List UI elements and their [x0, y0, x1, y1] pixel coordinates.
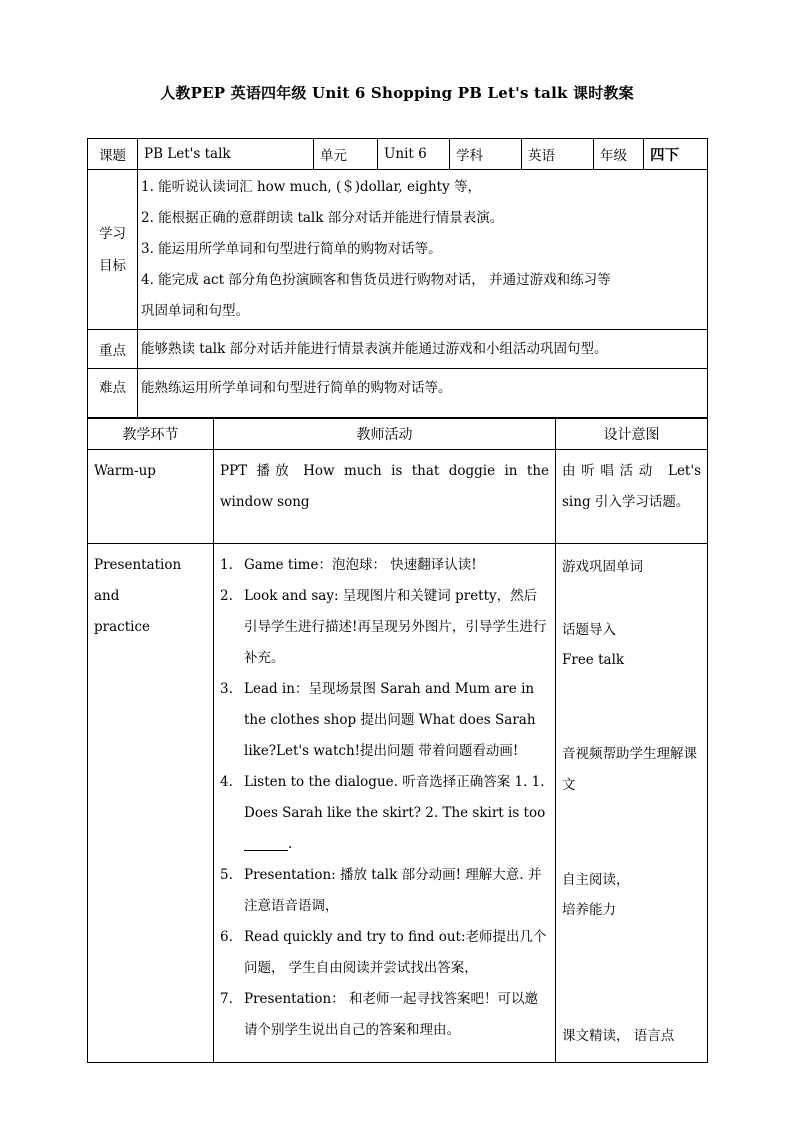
- lesson-label: 课题: [88, 139, 138, 170]
- presentation-intent-cell: [556, 544, 708, 1063]
- intent-text: 课文精读， 语言点: [562, 1028, 675, 1044]
- activity-steps-list: [220, 550, 549, 1046]
- activity-step: 4. Listen to the dialogue. 听音选择正确答案 1. 1. Does Sarah like the skirt? 2. The skirt is too .: [220, 774, 546, 852]
- warmup-stage-cell: [88, 450, 214, 544]
- teaching-process-table: [87, 418, 708, 1063]
- key-points-text: 能够熟读 talk 部分对话并能进行情景表演并能通过游戏和小组活动巩固句型。: [141, 341, 608, 357]
- objectives-content: [138, 170, 708, 330]
- objective-line: 3. 能运用所学单词和句型进行简单的购物对话等。: [141, 241, 442, 257]
- objectives-label: [88, 170, 138, 330]
- intent-text: 话题导入: [562, 622, 616, 638]
- activity-step: 2. Look and say: 呈现图片和关键词 pretty，然后引导学生进行描述!再呈现另外图片，引导学生进行补充。: [220, 588, 547, 666]
- unit-label: 单元: [314, 139, 378, 170]
- lesson-info-table: [87, 138, 708, 418]
- presentation-stage-line: practice: [94, 619, 150, 635]
- objective-line: 巩固单词和句型。: [141, 303, 249, 319]
- warmup-row: [88, 450, 708, 544]
- intent-text: Free talk: [562, 652, 625, 668]
- intent-text: 培养能力: [562, 902, 616, 918]
- intent-text: 自主阅读，: [562, 872, 630, 888]
- objectives-row: [88, 170, 708, 330]
- answer-blank: [244, 838, 288, 851]
- key-points-label: 重点: [88, 330, 138, 369]
- activity-step: 1. Game time：泡泡球： 快速翻译认读!: [220, 557, 477, 573]
- presentation-row: [88, 544, 708, 1063]
- header-design-intent: 设计意图: [556, 419, 708, 450]
- activity-step: 7. Presentation： 和老师一起寻找答案吧！可以邀请个别学生说出自己的答案和理由。: [220, 991, 538, 1038]
- warmup-activity-line: PPT 播放 How much is that doggie in the: [220, 463, 549, 479]
- difficulty-label: [88, 369, 138, 418]
- difficulty-value: [138, 369, 708, 418]
- unit-value: Unit 6: [378, 139, 450, 170]
- objectives-label-line-1: 学习: [99, 225, 126, 242]
- objective-line: 1. 能听说认读词汇 how much, (＄)dollar, eighty 等，: [141, 179, 481, 195]
- key-points-row: [88, 330, 708, 369]
- header-teacher-activity: 教师活动: [214, 419, 556, 450]
- activity-step: 5. Presentation: 播放 talk 部分动画! 理解大意. 并注意语音语调，: [220, 867, 542, 914]
- process-header-row: [88, 419, 708, 450]
- presentation-stage-line: Presentation and: [94, 557, 182, 604]
- difficulty-row: [88, 369, 708, 418]
- grade-label: 年级: [594, 139, 644, 170]
- subject-label: 学科: [450, 139, 522, 170]
- difficulty-label-text: 难点: [99, 380, 126, 396]
- warmup-intent-line: sing 引入学习话题。: [562, 494, 690, 510]
- intent-text: 音视频帮助学生理解课文: [562, 746, 697, 793]
- info-row: [88, 139, 708, 170]
- header-stage: 教学环节: [88, 419, 214, 450]
- warmup-intent-line: 由听唱活动 Let's: [562, 463, 701, 479]
- page-title: 人教PEP 英语四年级 Unit 6 Shopping PB Let's talk 课时教案: [160, 84, 634, 102]
- objectives-label-line-2: 目标: [99, 257, 126, 274]
- key-points-value: [138, 330, 708, 369]
- subject-value: 英语: [522, 139, 594, 170]
- activity-step: 6. Read quickly and try to find out:老师提出几个问题， 学生自由阅读并尝试找出答案，: [220, 929, 547, 976]
- activity-step: 3. Lead in：呈现场景图 Sarah and Mum are in the clothes shop 提出问题 What does Sarah like?Let's watch!提出问题 带着问题看动画!: [220, 681, 536, 759]
- objective-line: 2. 能根据正确的意群朗读 talk 部分对话并能进行情景表演。: [141, 210, 504, 226]
- presentation-activity-cell: [214, 544, 556, 1063]
- difficulty-text: 能熟练运用所学单词和句型进行简单的购物对话等。: [141, 380, 452, 396]
- warmup-activity-line: window song: [220, 494, 310, 510]
- warmup-stage: Warm-up: [94, 463, 156, 479]
- warmup-activity-cell: [214, 450, 556, 544]
- intent-text: 游戏巩固单词: [562, 559, 643, 575]
- presentation-stage-cell: [88, 544, 214, 1063]
- objective-line: 4. 能完成 act 部分角色扮演顾客和售货员进行购物对话， 并通过游戏和练习等: [141, 272, 611, 288]
- warmup-intent-cell: [556, 450, 708, 544]
- grade-value: 四下: [644, 139, 708, 170]
- lesson-value: PB Let's talk: [138, 139, 314, 170]
